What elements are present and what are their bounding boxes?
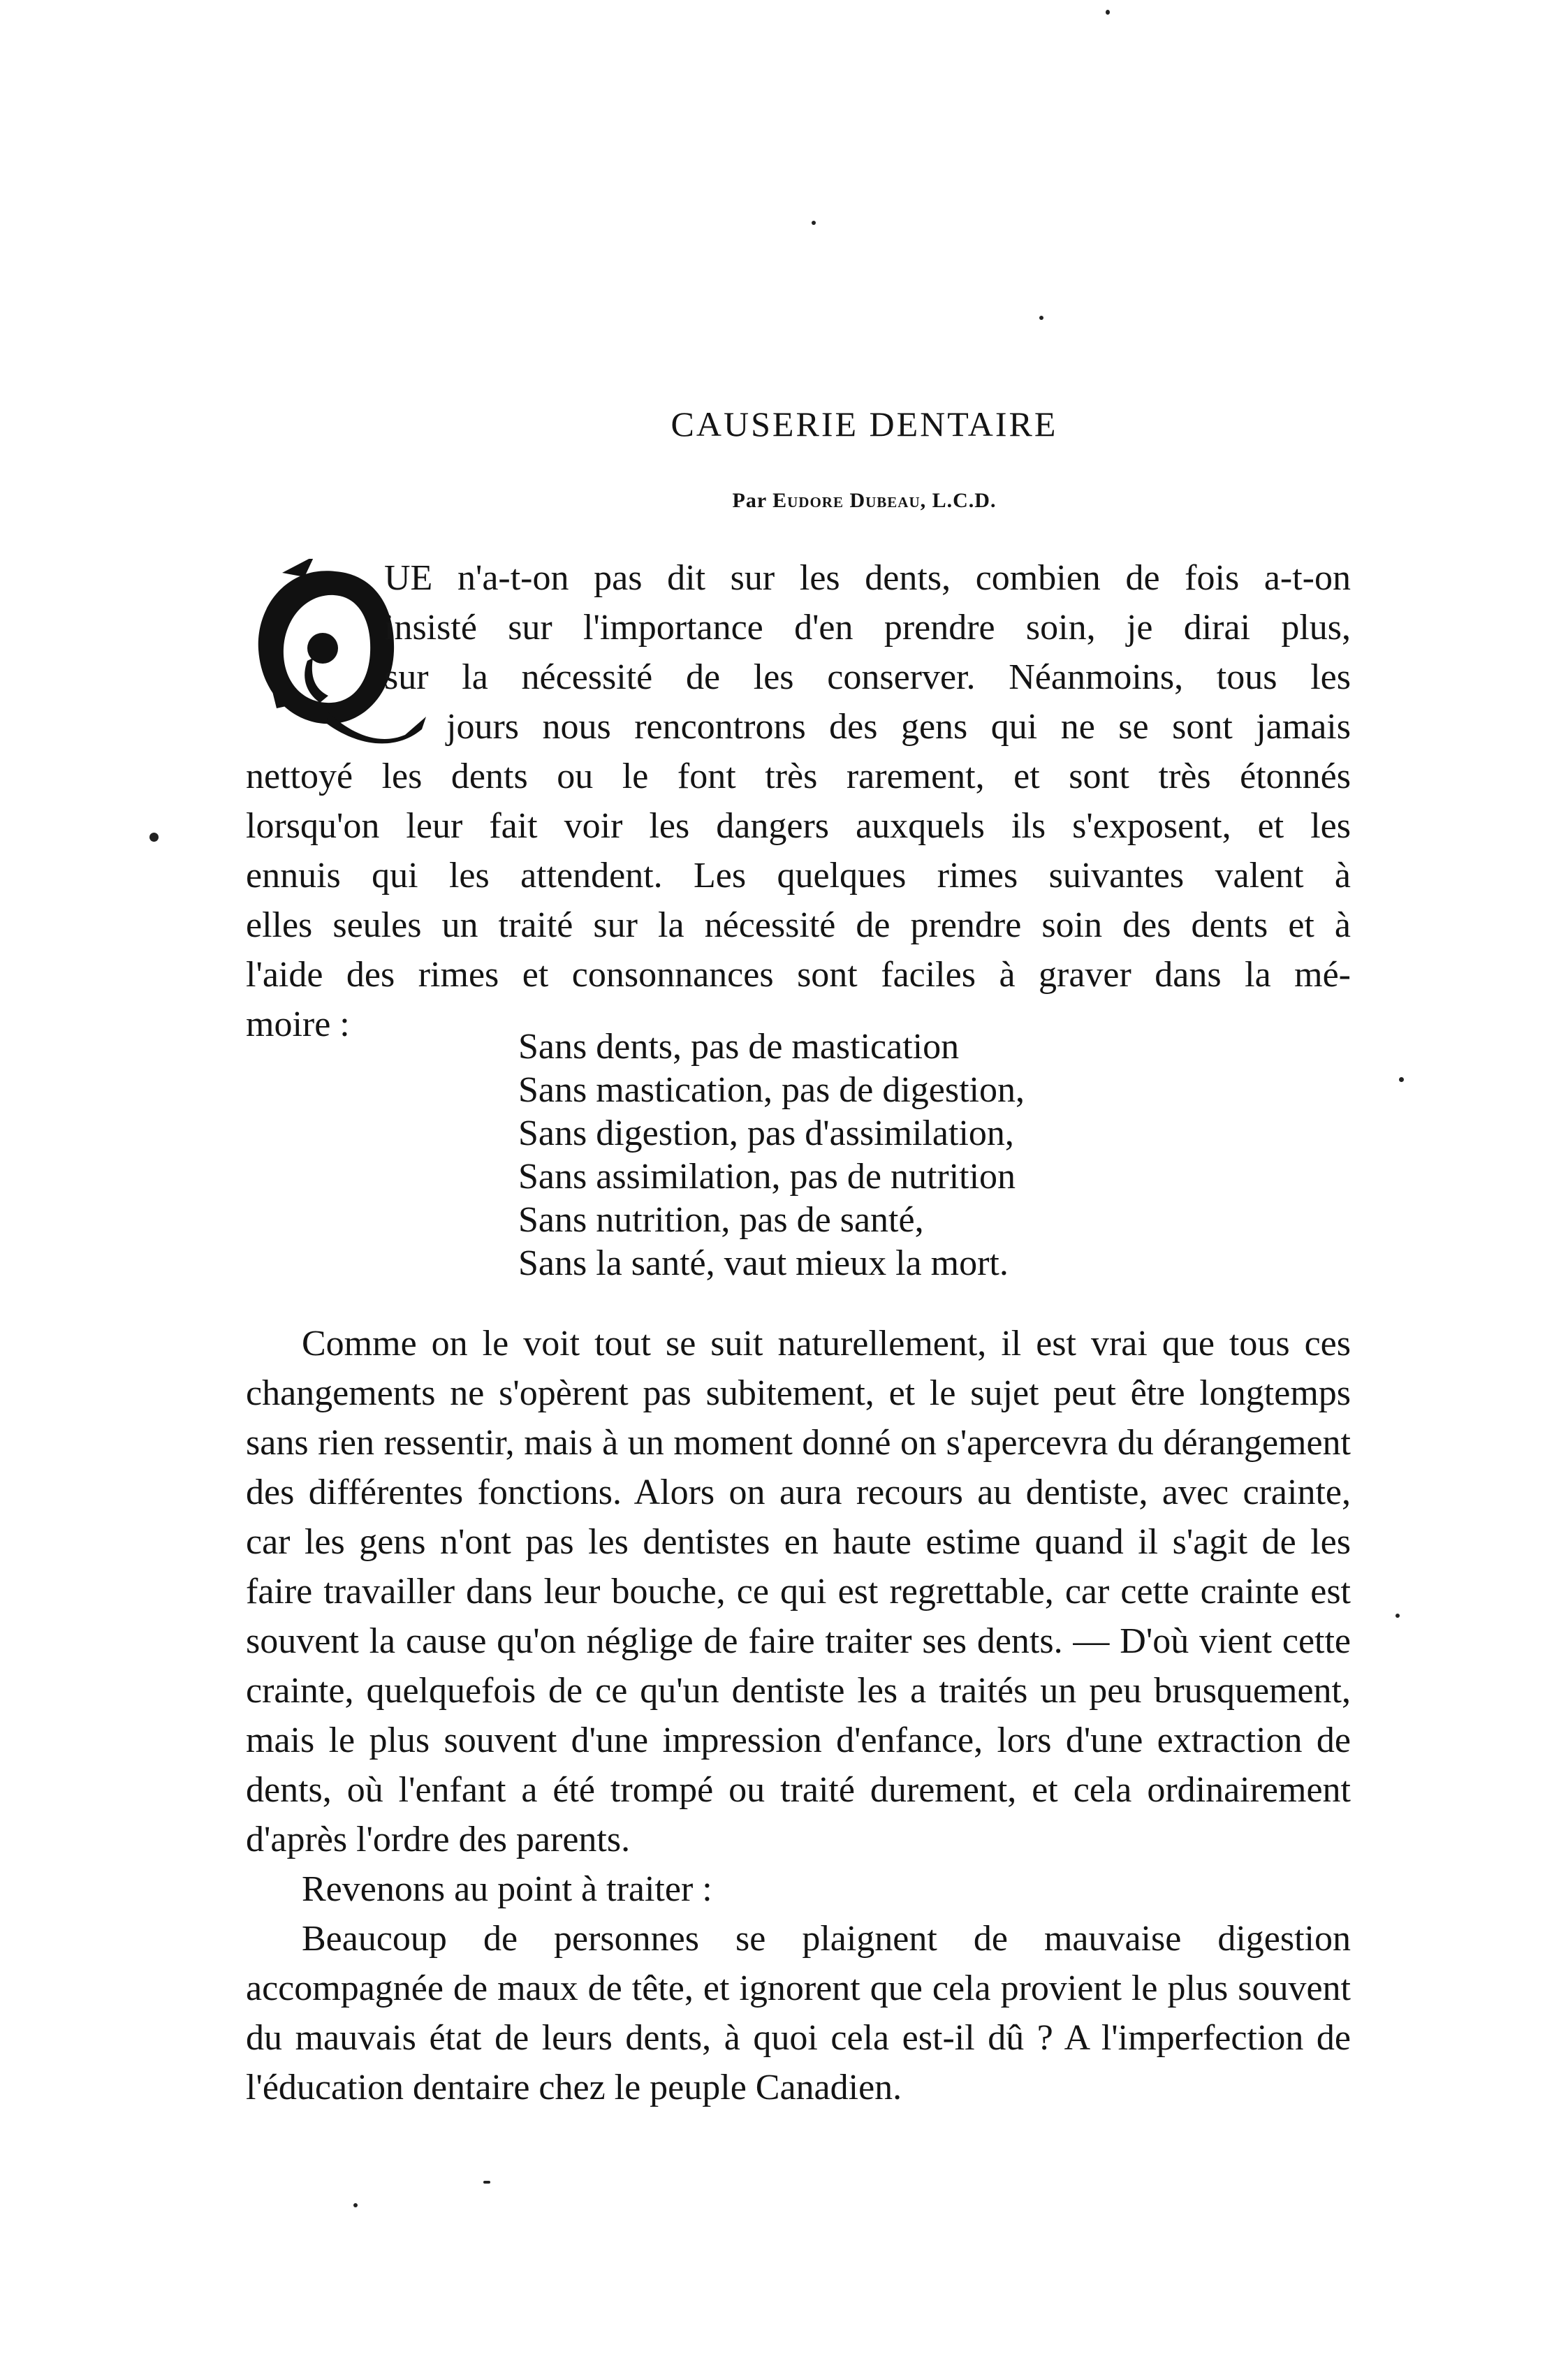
print-speck (483, 2181, 490, 2184)
byline-prefix: Par (732, 489, 767, 512)
intro-line: UE n'a-t-on pas dit sur les dents, combien de fois a-t-on (384, 558, 1351, 598)
intro-line: l'aide des rimes et consonnances sont faciles à graver dans la mé- (246, 955, 1351, 995)
intro-line: jours nous rencontrons des gens qui ne se sont jamais (446, 707, 1351, 747)
intro-line: ennuis qui les attendent. Les quelques rimes suivantes valent à (246, 856, 1351, 896)
article-title: CAUSERIE DENTAIRE (671, 404, 1058, 444)
verse-line: Sans dents, pas de mastication (518, 1027, 960, 1067)
print-speck (149, 833, 159, 842)
article-byline (0, 489, 1568, 513)
print-speck (1399, 1077, 1404, 1082)
intro-paragraph (246, 553, 1351, 1049)
paragraph: Revenons au point à traiter : (302, 1869, 712, 1909)
print-speck (1395, 1614, 1400, 1618)
intro-line: lorsqu'on leur fait voir les dangers auxquels ils s'exposent, et les (246, 806, 1351, 846)
intro-line: insisté sur l'importance d'en prendre soin, je dirai plus, (384, 608, 1351, 648)
verse-line: Sans nutrition, pas de santé, (518, 1200, 924, 1240)
intro-line: moire : (246, 1004, 350, 1044)
verse-line: Sans mastication, pas de digestion, (518, 1070, 1025, 1110)
intro-line: nettoyé les dents ou le font très rarement, et sont très étonnés (246, 757, 1351, 796)
intro-line: sur la nécessité de les conserver. Néanmoins, tous les (384, 657, 1351, 697)
verse-line: Sans la santé, vaut mieux la mort. (518, 1243, 1009, 1283)
paragraph: Comme on le voit tout se suit naturellement, il est vrai que tous ces changements ne s'opèrent pas subitement, et le sujet peut être longtemps sans rien ressentir, mais à un moment donné on s'apercevra du dérangement des différentes fonctions. Alors on aura recours au dentiste, avec crainte, car les gens n'ont pas les dentistes en haute estime quand il s'agit de les faire travailler dans leur bouche, ce qui est regrettable, car cette crainte est souvent la cause qu'on néglige de faire traiter ses dents. — D'où vient cette crainte, quelquefois de ce qu'un dentiste les a traités un peu brusquement, mais le plus souvent d'une impression d'enfance, lors d'une extraction de dents, où l'enfant a été trompé ou traité durement, et cela ordinairement d'après l'ordre des parents. (246, 1324, 1351, 1859)
print-speck (1039, 316, 1043, 320)
intro-line: elles seules un traité sur la nécessité de prendre soin des dents et à (246, 905, 1351, 945)
byline-author: Eudore Dubeau, L.C.D. (772, 489, 997, 512)
paragraph: Beaucoup de personnes se plaignent de mauvaise digestion accompagnée de maux de tête, et ignorent que cela provient le plus souvent du mauvais état de leurs dents, à quoi cela est-il dû ? A l'imperfection de l'éducation dentaire chez le peuple Canadien. (246, 1919, 1351, 2107)
verse-line: Sans assimilation, pas de nutrition (518, 1157, 1016, 1197)
print-speck (1106, 10, 1110, 15)
rhyme-verse (518, 1025, 1025, 1285)
body-text (246, 1319, 1351, 2112)
print-speck (353, 2203, 358, 2207)
print-speck (812, 221, 816, 225)
verse-line: Sans digestion, pas d'assimilation, (518, 1113, 1014, 1153)
